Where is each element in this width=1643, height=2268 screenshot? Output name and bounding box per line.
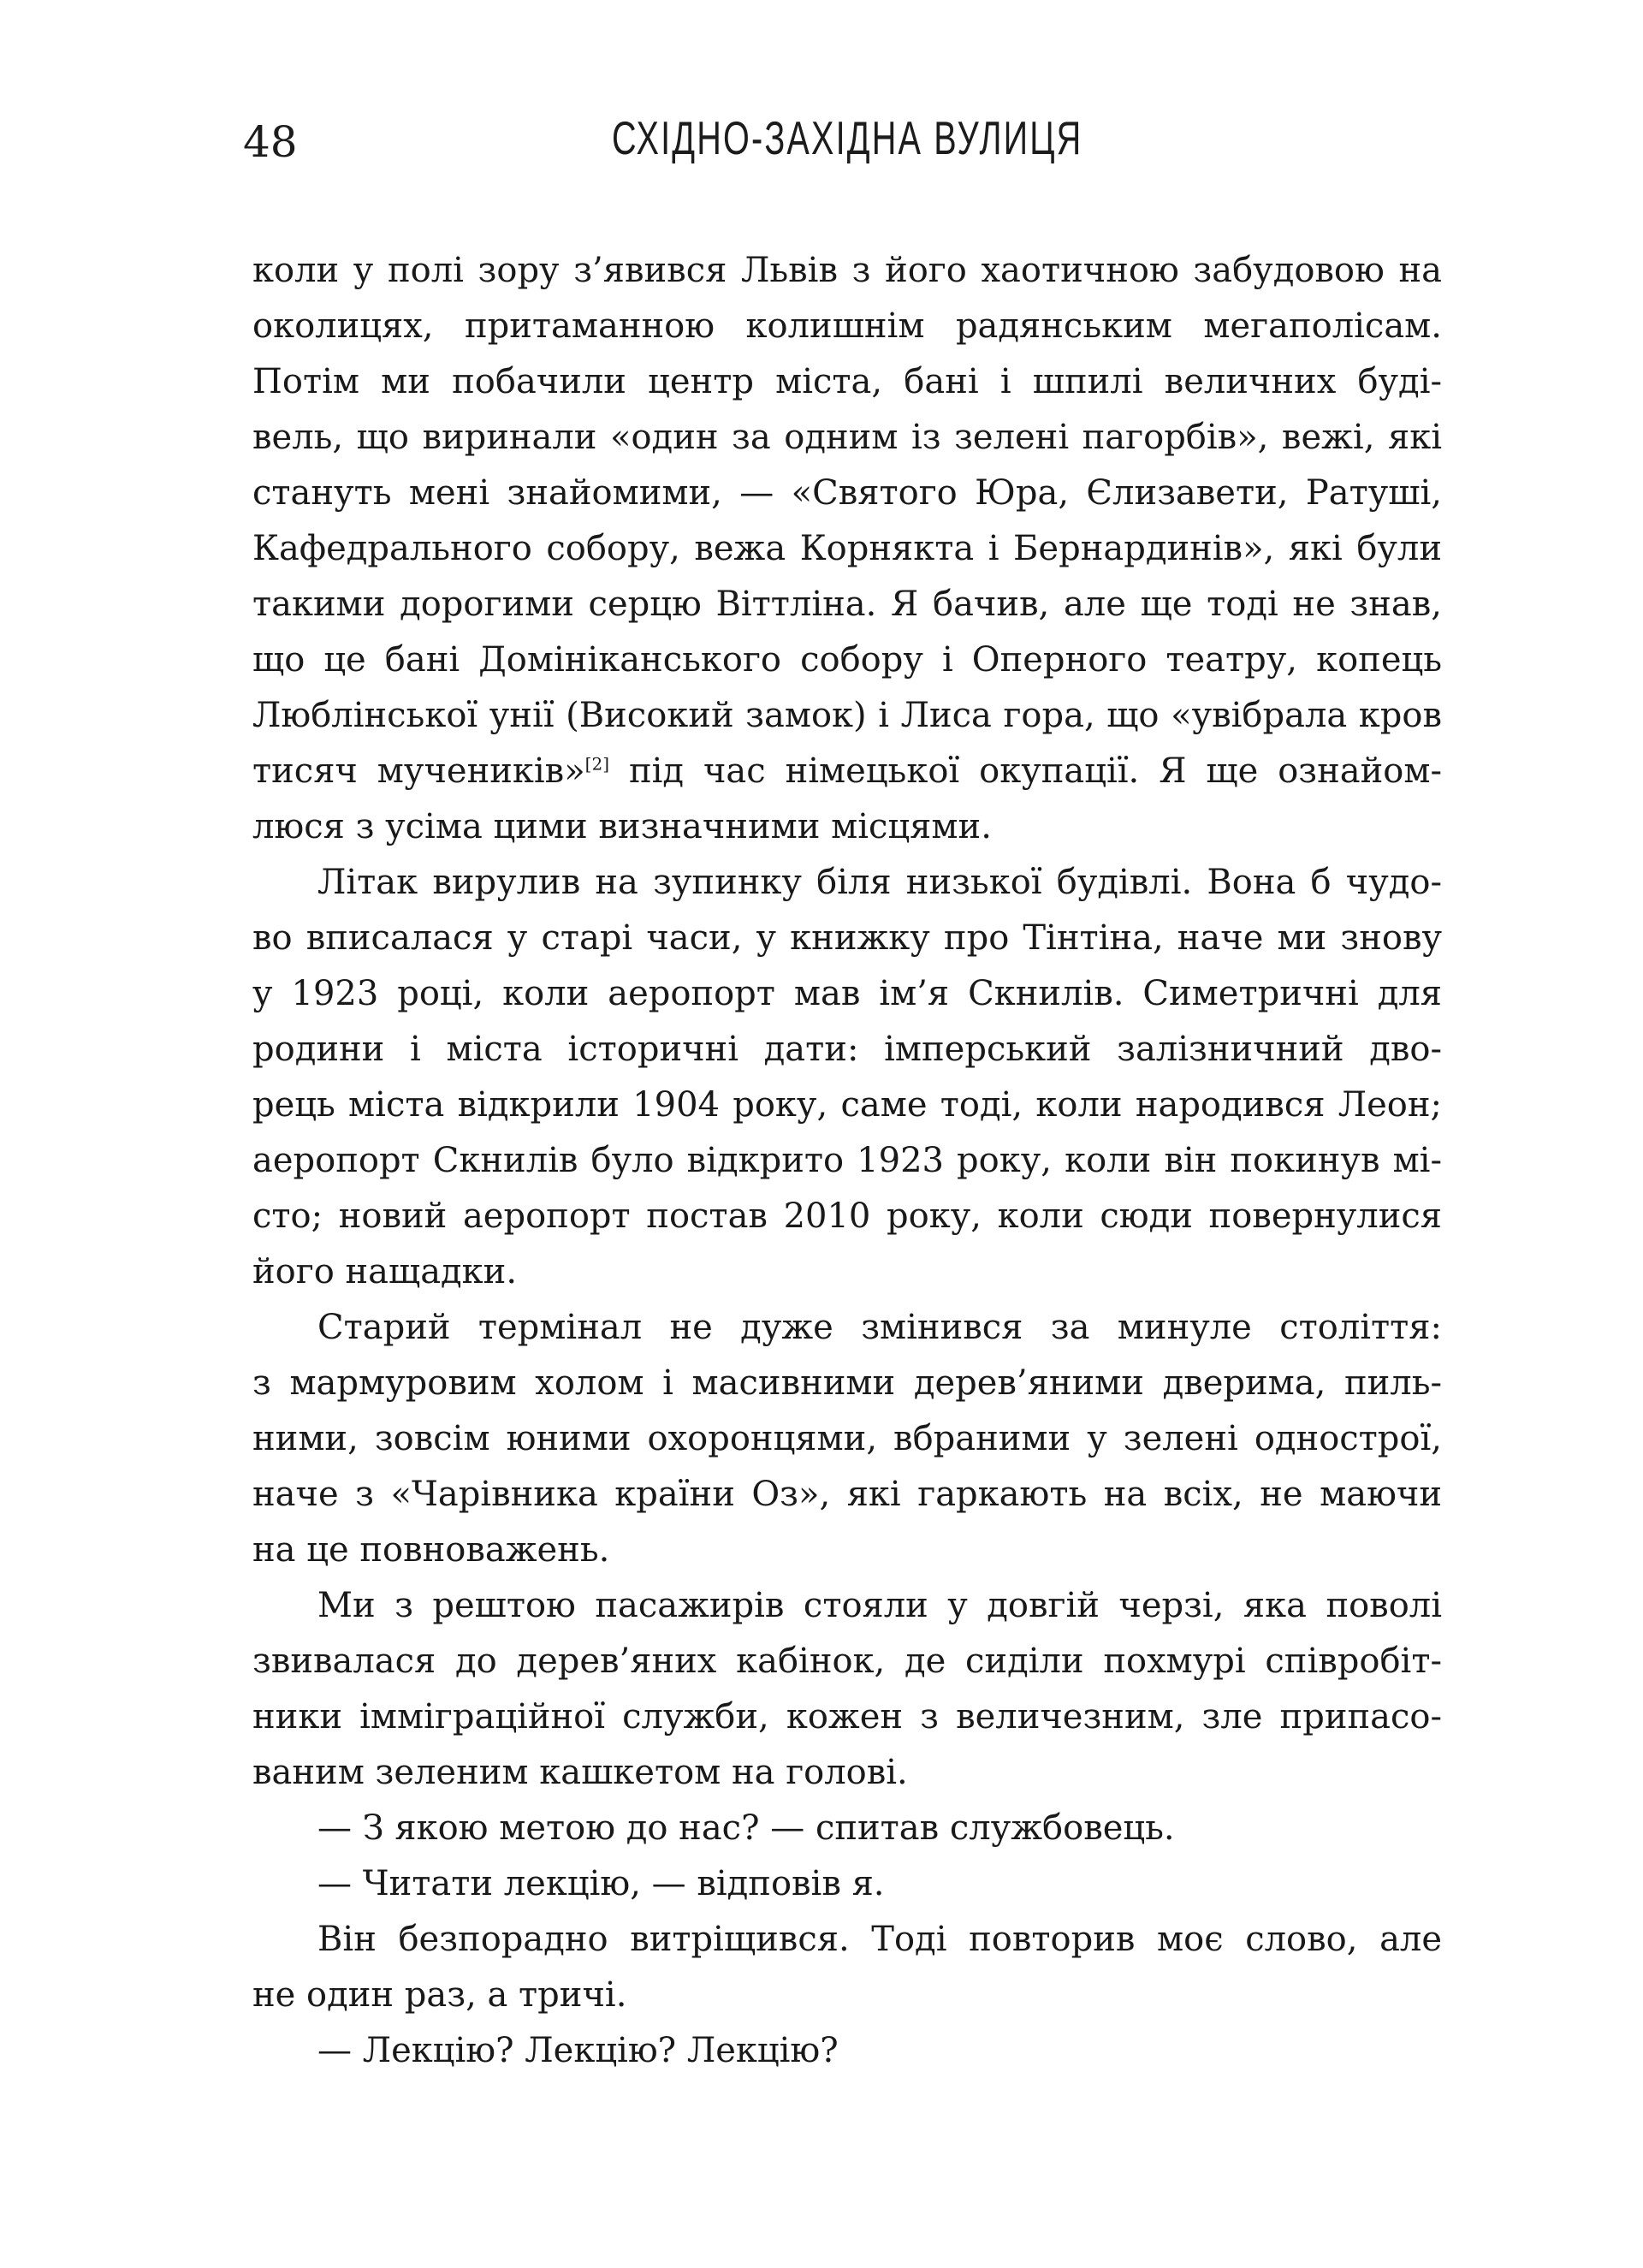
text-line: Старий термінал не дуже змінився за минуле століття: xyxy=(317,1308,1442,1347)
text-line: у 1923 році, коли аеропорт мав ім’я Скнилів. Симетричні для xyxy=(252,974,1442,1013)
body-text xyxy=(252,243,1442,2079)
text-line: околицях, притаманною колишнім радянським мегаполісам. xyxy=(252,306,1442,346)
page-number: 48 xyxy=(243,117,298,167)
text-line: — З якою метою до нас? — спитав службовець. xyxy=(317,1808,1175,1848)
text-line: Потім ми побачили центр міста, бані і шпилі величних буді- xyxy=(252,362,1442,401)
paragraph xyxy=(252,1856,1442,1912)
paragraph xyxy=(252,243,1442,855)
text-line: Кафедрального собору, вежа Корнякта і Бернардинів», які були xyxy=(252,529,1442,568)
text-line: — Читати лекцію, — відповів я. xyxy=(317,1864,885,1903)
text-line: во вписалася у старі часи, у книжку про Тінтіна, наче ми знову xyxy=(252,918,1442,958)
text-line: ники імміграційної служби, кожен з величезним, зле припасо- xyxy=(252,1697,1442,1737)
text-line: ними, зовсім юними охоронцями, вбраними у зелені однострої, xyxy=(252,1419,1442,1458)
paragraph xyxy=(252,2023,1442,2079)
text-line: рець міста відкрили 1904 року, саме тоді, коли народився Леон; xyxy=(252,1085,1442,1125)
running-title: СХІДНО-ЗАХІДНА ВУЛИЦЯ xyxy=(611,111,1083,164)
text-line: Ми з рештою пасажирів стояли у довгій черзі, яка поволі xyxy=(317,1586,1442,1625)
text-line: тисяч мучеників»[2] під час німецької окупації. Я ще ознайом- xyxy=(252,751,1442,791)
text-line: стануть мені знайомими, — «Святого Юра, Єлизавети, Ратуші, xyxy=(252,473,1442,513)
text-line: Літак вирулив на зупинку біля низької будівлі. Вона б чудо- xyxy=(317,863,1442,902)
text-line: аеропорт Скнилів було відкрито 1923 року, коли він покинув мі- xyxy=(252,1141,1442,1180)
text-line: не один раз, а тричі. xyxy=(252,1975,627,2015)
text-line: ваним зеленим кашкетом на голові. xyxy=(252,1753,908,1792)
text-line: наче з «Чарівника країни Оз», які гаркають на всіх, не маючи xyxy=(252,1475,1442,1514)
footnote-marker: [2] xyxy=(584,753,610,775)
paragraph xyxy=(252,1801,1442,1856)
text-line: Він безпорадно витріщився. Тоді повторив моє слово, але xyxy=(317,1920,1442,1959)
paragraph xyxy=(252,1578,1442,1801)
text-line: родини і міста історичні дати: імперський залізничний дво- xyxy=(252,1030,1442,1069)
running-header xyxy=(252,111,1442,164)
text-line: такими дорогими серцю Віттліна. Я бачив, але ще тоді не знав, xyxy=(252,585,1442,624)
text-line: з мармуровим холом і масивними дерев’яними дверима, пиль- xyxy=(252,1363,1442,1403)
text-line: Люблінської унії (Високий замок) і Лиса гора, що «увібрала кров xyxy=(252,696,1442,735)
paragraph xyxy=(252,855,1442,1300)
paragraph xyxy=(252,1300,1442,1578)
text-line: звивалася до дерев’яних кабінок, де сиділи похмурі співробіт- xyxy=(252,1642,1442,1681)
paragraph xyxy=(252,1912,1442,2023)
text-line: — Лекцію? Лекцію? Лекцію? xyxy=(317,2031,839,2070)
text-line: вель, що виринали «один за одним із зелені пагорбів», вежі, які xyxy=(252,418,1442,457)
text-line: сто; новий аеропорт постав 2010 року, коли сюди повернулися xyxy=(252,1196,1442,1236)
text-line: що це бані Домініканського собору і Оперного театру, копець xyxy=(252,640,1442,680)
text-line: люся з усіма цими визначними місцями. xyxy=(252,807,992,846)
text-line: коли у полі зору з’явився Львів з його хаотичною забудовою на xyxy=(252,251,1442,290)
text-line: на це повноважень. xyxy=(252,1530,610,1570)
text-line: його нащадки. xyxy=(252,1252,518,1291)
